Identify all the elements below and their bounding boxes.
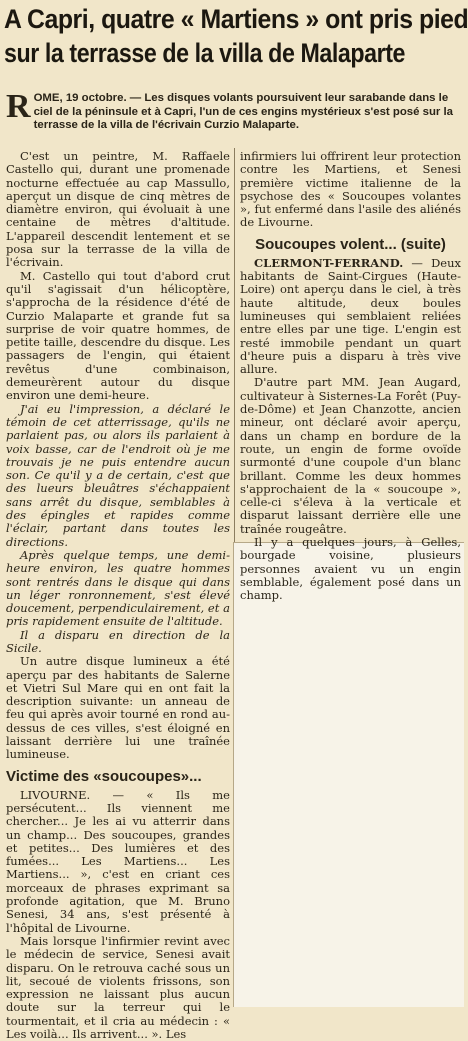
paragraph: M. Castello qui tout d'abord crut qu'il s'agissait d'un hélicoptère, s'approcha de la résidence d'été de Curzio Malaparte et grande fut sa surprise de voir quatre hommes, de petite taille, descendre du disque. Les passagers de l'engin, qui étaient revêtus d'une combinaison, demeurèrent autour du disque environ une demi-heure.: [6, 268, 230, 403]
witness-quote: Il a disparu en direction de la Sicile.: [6, 627, 230, 655]
paragraph: Mais lorsque l'infirmier revint avec le médecin de service, Senesi avait disparu. On le retrouva caché sous un lit, secoué de violents frissons, son expression ne laissant plus aucun doute sur la terreur qui le tourmentait, et il cria au médecin : « Les voilà... Ils arrivent... ». Les: [6, 933, 230, 1041]
dateline: CLERMONT-FERRAND.: [254, 255, 404, 270]
column-divider: [234, 148, 235, 542]
witness-quote: Après quelque temps, une demi-heure environ, les quatre hommes sont rentrés dans le disque qui dans un léger ronronnement, s'est élevé doucement, perpendiculairement, et a pris rapidement ensuite de l'altitude.: [6, 547, 230, 629]
paragraph: [240, 257, 461, 377]
lead-text: OME, 19 octobre. — Les disques volants poursuivent leur sarabande dans le ciel de la péninsule et à Capri, l'un de ces engins mystérieux s'est posé sur la terrasse de la villa de l'écrivain Curzio Malaparte.: [33, 92, 453, 132]
witness-quote: J'ai eu l'impression, a déclaré le témoin de cet atterrissage, qu'ils ne parlaient pas, ou alors ils parlaient à voix basse, car de l'endroit où je me trouvais je ne puis entendre aucun son. Ce qu'il y a de certain, c'est que des lueurs bleuâtres s'échappaient sans arrêt du disque, semblables à des épingles et rapides comme l'éclair, partant dans toutes les directions.: [6, 401, 230, 549]
paragraph: Un autre disque lumineux a été aperçu par des habitants de Salerne et Vietri Sul Mare qui en ont fait la description suivante: un anneau de feu qui après avoir tourné en rond au-dessus de ces villes, s'est éloigné en laissant derrière lui une traînée lumineuse.: [6, 654, 230, 762]
paragraph: infirmiers lui offrirent leur protection contre les Martiens, et Senesi première victime italienne de la psychose des « Soucoupes volantes », fut enfermé dans l'asile des aliénés de Livourne.: [240, 149, 461, 230]
right-column: [240, 149, 461, 603]
paragraph: C'est un peintre, M. Raffaele Castello qui, durant une promenade nocturne effectuée au cap Massullo, aperçut un disque de cinq mètres de diamètre environ, qui évoluait à une centaine de mètres d'altitude. L'appareil descendit lentement et se posa sur la terrasse de la villa de l'écrivain.: [6, 149, 230, 270]
blank-area: [233, 542, 464, 1007]
subheading-soucoupes: Soucoupes volent... (suite): [255, 235, 446, 253]
paragraph: D'autre part MM. Jean Augard, cultivateur à Sisternes-La Forêt (Puy-de-Dôme) et Jean Chanzotte, ancien mineur, ont déclaré avoir aperçu, dans un champ en bordure de la route, un engin de forme ovoïde surmonté d'une coupole d'un blanc brillant. Comme les deux hommes s'approchaient de la « soucoupe », celle-ci s'éleva à la verticale et disparut laissant derrière elle une traînée rougeâtre.: [240, 375, 461, 536]
headline-line-1: A Capri, quatre « Martiens » ont pris pied: [4, 4, 468, 34]
drop-cap: R: [6, 88, 31, 125]
headline-line-2: sur la terrasse de la villa de Malaparte: [4, 38, 405, 68]
headline: [4, 2, 468, 70]
left-column: [6, 149, 230, 1041]
subheading-victime: Victime des «soucoupes»...: [6, 767, 202, 785]
paragraph: Il y a quelques jours, à Gelles, bourgade voisine, plusieurs personnes avaient vu un engin semblable, également posé dans un champ.: [240, 535, 461, 603]
paragraph: LIVOURNE. — « Ils me persécutent... Ils viennent me chercher... Je les ai vu atterrir dans un champ... Des soucoupes, grandes et petites... Des lumières et des fumées... Les Martiens... Les Martiens... », c'est en criant ces morceaux de phrases exprimant sa profonde agitation, que M. Bruno Senesi, 34 ans, s'est présenté à l'hôpital de Livourne.: [6, 787, 230, 935]
paragraph-text: — Deux habitants de Saint-Cirgues (Haute-Loire) ont aperçu dans le ciel, à très haute altitude, deux boules lumineuses qui semblaient reliées entre elles par une tige. L'engin est resté immobile pendant un quart d'heure puis a disparu à très vive allure.: [240, 255, 461, 377]
lead-paragraph: [6, 88, 458, 133]
